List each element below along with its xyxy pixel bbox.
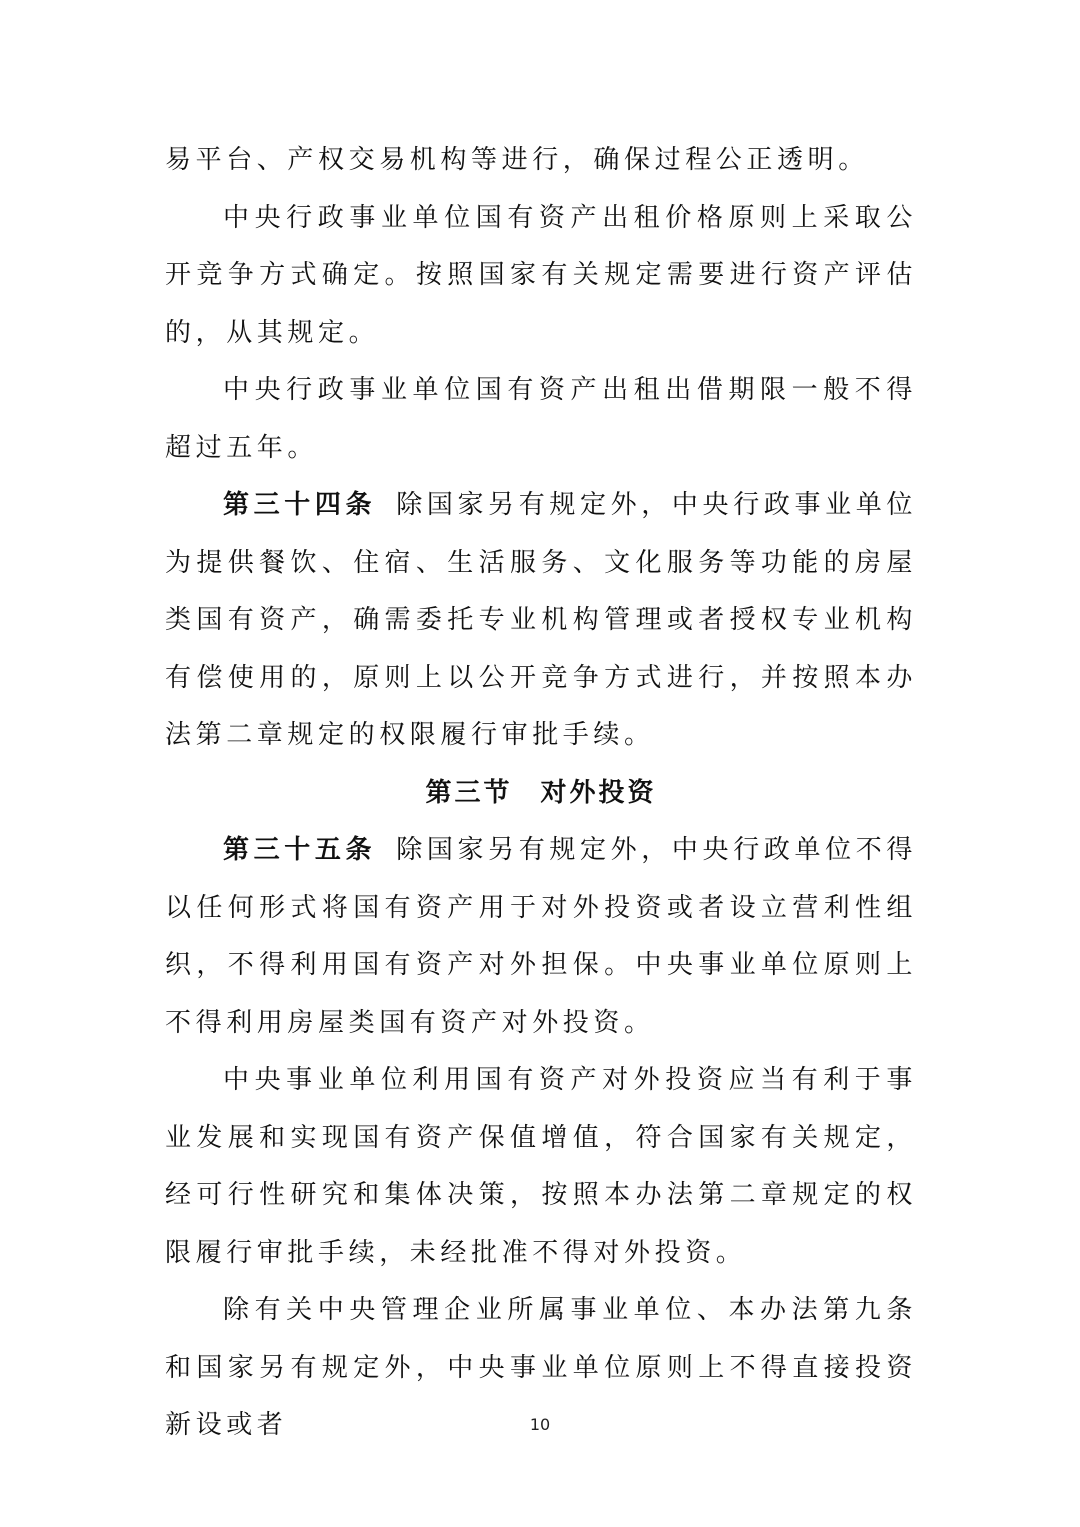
paragraph-investment-conditions: 中央事业单位利用国有资产对外投资应当有利于事业发展和实现国有资产保值增值，符合国家有关规定，经可行性研究和集体决策，按照本办法第二章规定的权限履行审批手续，未经批准不得对外投资。 xyxy=(165,1065,917,1268)
paragraph-investment-restrictions: 除有关中央管理企业所属事业单位、本办法第九条和国家另有规定外，中央事业单位原则上不得直接投资新设或者 xyxy=(165,1295,917,1440)
article-34-heading: 第三十四条 xyxy=(223,490,377,520)
paragraph-continuation: 易平台、产权交易机构等进行，确保过程公正透明。 xyxy=(165,145,869,175)
paragraph-rental-price: 中央行政事业单位国有资产出租价格原则上采取公开竞争方式确定。按照国家有关规定需要进行资产评估的，从其规定。 xyxy=(165,202,917,348)
article-35-heading: 第三十五条 xyxy=(223,835,377,865)
section-label: 第三节 xyxy=(425,777,513,808)
section-name: 对外投资 xyxy=(540,777,657,808)
body-text xyxy=(165,132,917,1455)
page-number: 10 xyxy=(529,1415,551,1434)
article-34 xyxy=(165,477,917,765)
article-35-body: 除国家另有规定外，中央行政单位不得以任何形式将国有资产用于对外投资或者设立营利性组织，不得利用国有资产对外担保。中央事业单位原则上不得利用房屋类国有资产对外投资。 xyxy=(165,835,917,1038)
article-34-body: 除国家另有规定外，中央行政事业单位为提供餐饮、住宿、生活服务、文化服务等功能的房屋类国有资产，确需委托专业机构管理或者授权专业机构有偿使用的，原则上以公开竞争方式进行，并按照本办法第二章规定的权限履行审批手续。 xyxy=(165,490,917,750)
paragraph-rental-term: 中央行政事业单位国有资产出租出借期限一般不得超过五年。 xyxy=(165,375,917,463)
article-35 xyxy=(165,822,917,1052)
section-title xyxy=(165,765,917,823)
